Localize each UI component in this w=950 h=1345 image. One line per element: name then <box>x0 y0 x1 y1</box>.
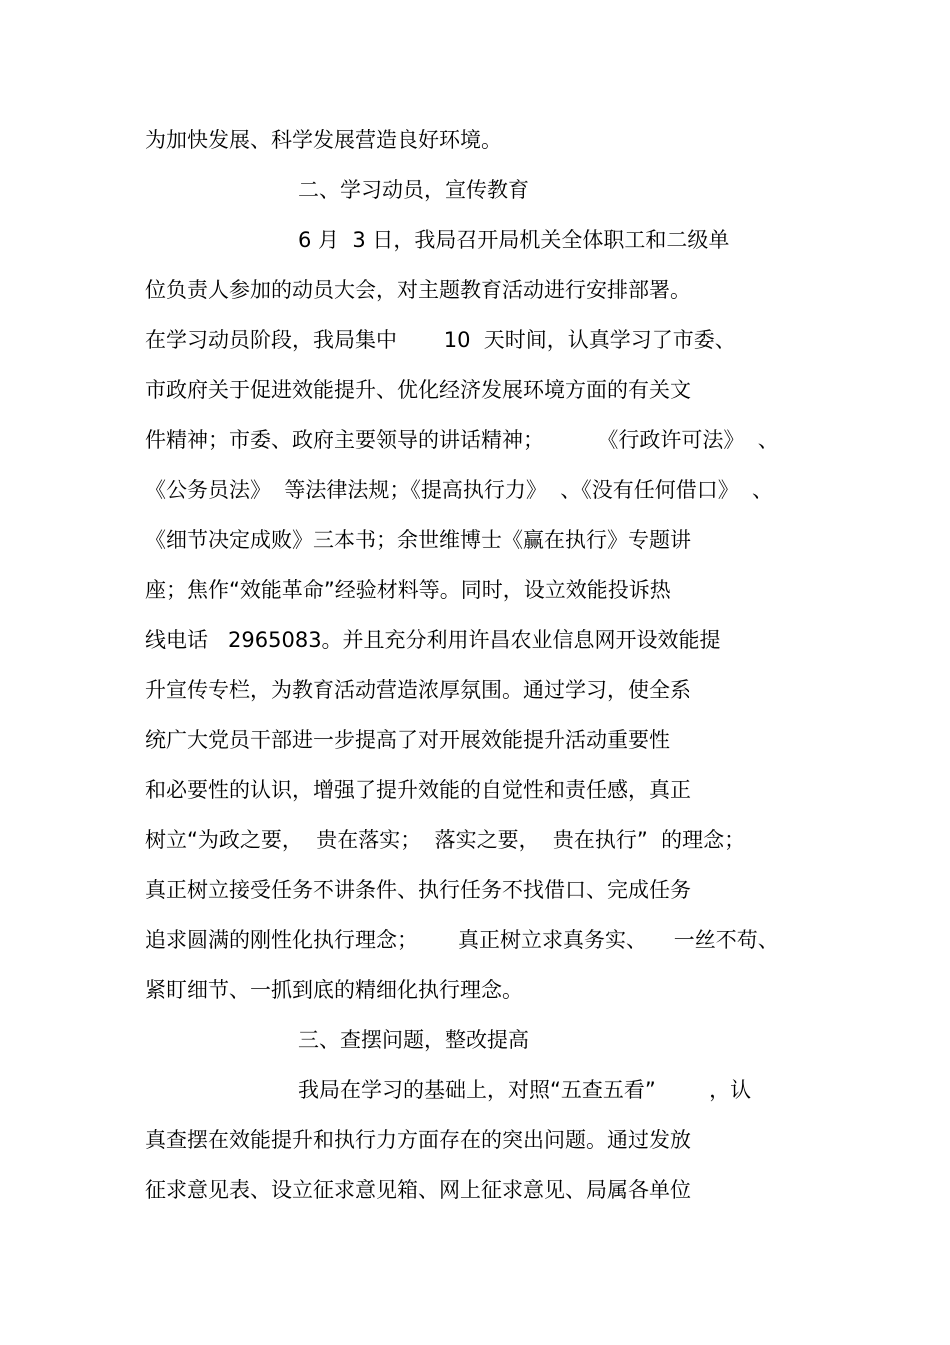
paragraph-line: 征求意见表、设立征求意见箱、网上征求意见、局属各单位 <box>145 1178 691 1202</box>
paragraph-line: 件精神；市委、政府主要领导的讲话精神； 《行政许可法》 、 <box>145 428 779 452</box>
paragraph-line: 紧盯细节、一抓到底的精细化执行理念。 <box>145 978 523 1002</box>
paragraph-line: 市政府关于促进效能提升、优化经济发展环境方面的有关文 <box>145 378 691 402</box>
paragraph-line: 真正树立接受任务不讲条件、执行任务不找借口、完成任务 <box>145 878 691 902</box>
section-heading: 三、查摆问题，整改提高 <box>298 1028 529 1052</box>
paragraph-line: 追求圆满的刚性化执行理念； 真正树立求真务实、 一丝不苟、 <box>145 928 779 952</box>
paragraph-line: 树立“为政之要， 贵在落实； 落实之要， 贵在执行” 的理念； <box>145 828 746 852</box>
paragraph-line: 位负责人参加的动员大会，对主题教育活动进行安排部署。 <box>145 278 691 302</box>
paragraph-line: 线电话 2965083。并且充分利用许昌农业信息网开设效能提 <box>145 628 721 652</box>
paragraph-line: 和必要性的认识，增强了提升效能的自觉性和责任感，真正 <box>145 778 691 802</box>
paragraph-line: 座；焦作“效能革命”经验材料等。同时，设立效能投诉热 <box>145 578 671 602</box>
paragraph-line: 真查摆在效能提升和执行力方面存在的突出问题。通过发放 <box>145 1128 691 1152</box>
paragraph-line: 6 月 3 日，我局召开局机关全体职工和二级单 <box>298 228 730 252</box>
paragraph-line: 《公务员法》 等法律法规；《提高执行力》 、《没有任何借口》 、 <box>145 478 774 502</box>
paragraph-line: 《细节决定成败》三本书；余世维博士《赢在执行》专题讲 <box>145 528 691 552</box>
paragraph-line: 我局在学习的基础上，对照“五查五看” ，认 <box>298 1078 752 1102</box>
section-heading: 二、学习动员，宣传教育 <box>298 178 529 202</box>
paragraph-line: 为加快发展、科学发展营造良好环境。 <box>145 128 502 152</box>
paragraph-line: 统广大党员干部进一步提高了对开展效能提升活动重要性 <box>145 728 670 752</box>
paragraph-line: 升宣传专栏，为教育活动营造浓厚氛围。通过学习，使全系 <box>145 678 691 702</box>
paragraph-line: 在学习动员阶段，我局集中 10 天时间，认真学习了市委、 <box>145 328 736 352</box>
